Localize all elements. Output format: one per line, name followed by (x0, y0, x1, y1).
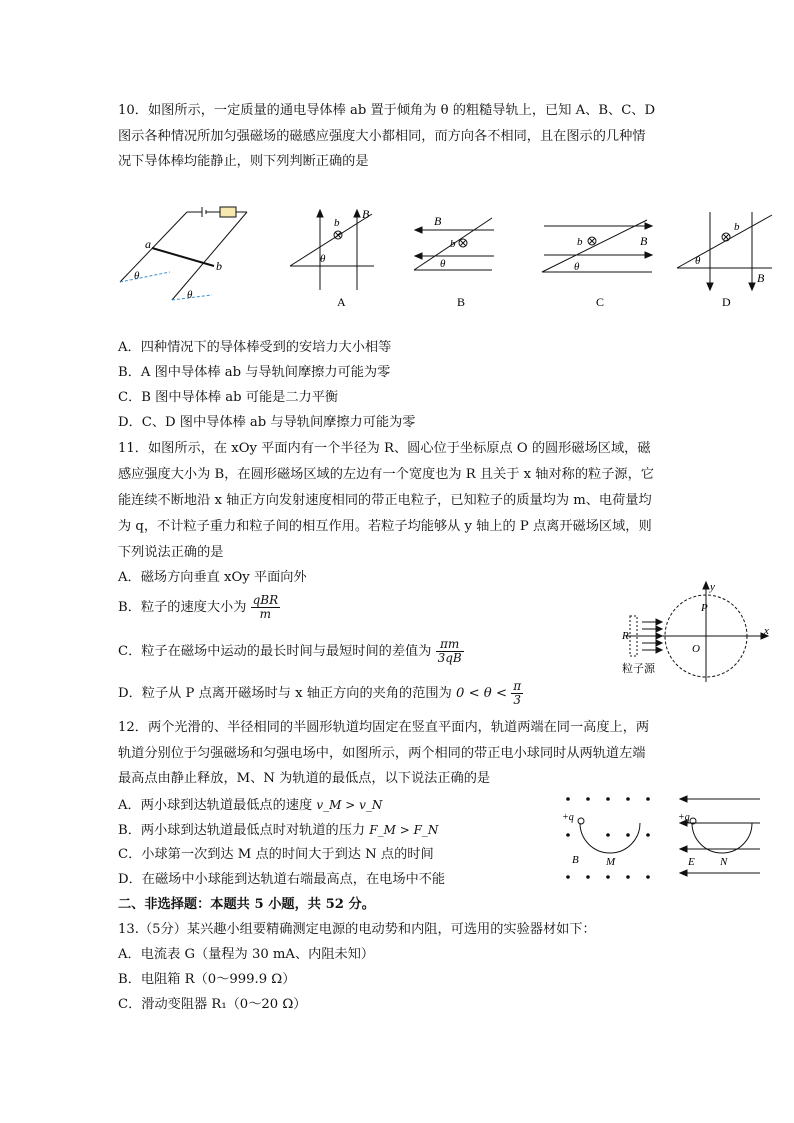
q12-fig-q1: +q (562, 812, 574, 823)
q10-C-theta: θ (574, 261, 580, 273)
q12-option-d: D．在磁场中小球能到达轨道右端最高点，在电场中不能 (118, 872, 446, 887)
q10-label-a: a (145, 237, 151, 251)
q12-stem-line1: 12．两个光滑的、半径相同的半圆形轨道均固定在竖直平面内，轨道两端在同一高度上，两 (118, 720, 650, 735)
q10-perspective-diagram (120, 207, 247, 300)
q13-option-c: C．滑动变阻器 R₁（0～20 Ω） (118, 997, 307, 1012)
q10-D-B: B (757, 271, 765, 285)
q13-stem-line1: 13.（5分）某兴趣小组要精确测定电源的电动势和内阻，可选用的实验器材如下： (118, 922, 596, 937)
q10-stem-line2: 图示各种情况所加匀强磁场的磁感应强度大小都相同，而方向各不相同，且在图示的几种情 (118, 129, 646, 144)
q11-option-b-text: B．粒子的速度大小为 (118, 600, 247, 615)
q10-A-caption: A (337, 295, 346, 309)
q12-option-b-text: B．两小球到达轨道最低点时对轨道的压力 (118, 823, 366, 838)
q12-option-b (118, 821, 438, 840)
q11-fig-R: R (622, 630, 629, 642)
q10-option-c: C．B 图中导体棒 ab 可能是二力平衡 (118, 390, 339, 405)
q11-option-c-fraction: $\frac{\pi m}{3qB}$ (437, 637, 462, 665)
q12-figure (560, 793, 780, 883)
q11-option-d-fraction: $\frac{\pi}{3}$ (513, 679, 522, 707)
q13-option-a: A．电流表 G（量程为 30 mA、内阻未知） (118, 947, 375, 962)
q10-C-caption: C (596, 295, 605, 309)
q12-stem-line3: 最高点由静止释放，M、N 为轨道的最低点，以下说法正确的是 (118, 771, 491, 786)
q10-theta-2: θ (187, 289, 193, 301)
q11-option-b-fraction: $\frac{\text{qBR}}{m}$ (252, 593, 279, 621)
q10-option-a: A．四种情况下的导体棒受到的安培力大小相等 (118, 340, 392, 355)
q10-A-b: b (334, 217, 340, 229)
q11-stem-line4: 为 q，不计粒子重力和粒子间的相互作用。若粒子均能够从 y 轴上的 P 点离开磁场区域，则 (118, 519, 652, 534)
q12-option-a-expr: v_M > v_N (316, 798, 383, 812)
q11-option-d-text: D．粒子从 P 点离开磁场时与 x 轴正方向的夹角的范围为 (118, 686, 452, 701)
q10-fig-C (542, 220, 652, 272)
q10-option-b: B．A 图中导体棒 ab 与导轨间摩擦力可能为零 (118, 365, 391, 380)
q10-C-B: B (640, 234, 648, 248)
q10-stem-line1: 10．如图所示，一定质量的通电导体棒 ab 置于倾角为 θ 的粗糙导轨上，已知 A、B、C、D (118, 103, 656, 118)
q11-stem-line1: 11．如图所示，在 xOy 平面内有一个半径为 R、圆心位于坐标原点 O 的圆形磁场区域，磁 (118, 441, 651, 456)
q10-stem-line3: 况下导体棒均能静止，则下列判断正确的是 (118, 154, 369, 169)
q11-fig-x: x (764, 625, 769, 637)
q10-B-B: B (434, 214, 442, 228)
q10-D-theta: θ (695, 255, 701, 267)
q12-option-b-expr: F_M > F_N (369, 823, 439, 837)
q10-B-b: b (450, 238, 456, 250)
q11-option-c (118, 638, 464, 665)
q12-option-a-text: A．两小球到达轨道最低点的速度 (118, 798, 313, 813)
q11-option-c-text: C．粒子在磁场中运动的最长时间与最短时间的差值为 (118, 644, 432, 659)
q10-D-caption: D (722, 295, 731, 309)
q11-fig-P: P (701, 602, 708, 614)
q12-fig-q2: +q (678, 812, 690, 823)
q10-B-theta: θ (440, 258, 446, 270)
q11-stem-line5: 下列说法正确的是 (118, 545, 224, 560)
q10-figure (112, 200, 782, 315)
q10-A-theta: θ (320, 253, 326, 265)
q10-A-B: B (362, 207, 370, 221)
q10-C-b: b (577, 236, 583, 248)
q12-option-a (118, 796, 382, 815)
q12-option-c: C．小球第一次到达 M 点的时间大于到达 N 点的时间 (118, 847, 434, 862)
q13-option-b: B．电阻箱 R（0～999.9 Ω） (118, 972, 296, 987)
q12-fig-M: M (606, 856, 616, 868)
q11-option-b (118, 594, 280, 621)
q11-option-a: A．磁场方向垂直 xOy 平面向外 (118, 570, 307, 585)
q11-figure (618, 578, 776, 688)
q10-B-caption: B (457, 295, 466, 309)
q10-label-b: b (216, 259, 222, 273)
q11-option-d (118, 680, 523, 707)
q10-D-b: b (734, 221, 740, 233)
q11-fig-source: 粒子源 (622, 663, 655, 675)
q11-stem-line2: 感应强度大小为 B，在圆形磁场区域的左边有一个宽度也为 R 且关于 x 轴对称的粒子源，它 (118, 467, 654, 482)
section-2-heading: 二、非选择题：本题共 5 小题，共 52 分。 (118, 897, 375, 912)
q12-fig-E: E (688, 856, 695, 868)
q11-fig-y: y (710, 581, 715, 593)
q12-fig-B: B (572, 854, 579, 866)
q10-option-d: D．C、D 图中导体棒 ab 与导轨间摩擦力可能为零 (118, 415, 416, 430)
q11-stem-line3: 能连续不断地沿 x 轴正方向发射速度相同的带正电粒子，已知粒子的质量均为 m、电荷量均 (118, 493, 652, 508)
q10-fig-A (290, 210, 374, 290)
q12-fig-N: N (720, 856, 728, 868)
q11-fig-O: O (692, 643, 700, 655)
q11-option-d-expr: 0 < θ < (455, 686, 507, 701)
q12-stem-line2: 轨道分别位于匀强磁场和匀强电场中，如图所示，两个相同的带正电小球同时从两轨道左端 (118, 746, 646, 761)
q10-theta-1: θ (134, 270, 140, 282)
